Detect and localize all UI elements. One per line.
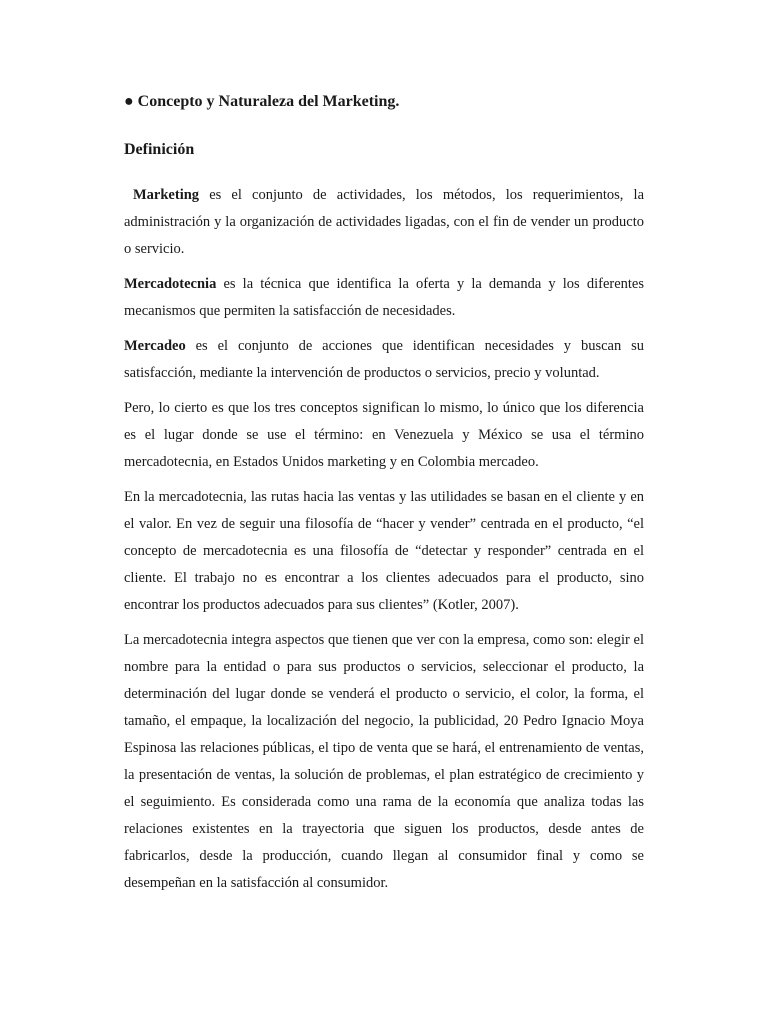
term-mercadeo: Mercadeo [124,338,186,354]
term-mercadotecnia: Mercadotecnia [124,276,217,292]
paragraph-marketing [124,182,644,263]
paragraph-comparison: Pero, lo cierto es que los tres conceptos significan lo mismo, lo único que los diferencia es el lugar donde se use el término: en Venezuela y México se usa el término mercadotecnia, en Estados Unidos marketing y en Colombia mercadeo. [124,400,644,470]
paragraph-aspects: La mercadotecnia integra aspectos que tienen que ver con la empresa, como son: elegir el nombre para la entidad o para sus productos o servicios, seleccionar el producto, la determinación del lugar donde se venderá el producto o servicio, el color, la forma, el tamaño, el empaque, la localización del negocio, la publicidad, 20 Pedro Ignacio Moya Espinosa las relaciones públicas, el tipo de venta que se hará, el entrenamiento de ventas, la presentación de ventas, la solución de problemas, el plan estratégico de crecimiento y el seguimiento. Es considerada como una rama de la economía que analiza todas las relaciones existentes en la trayectoria que siguen los productos, desde antes de fabricarlos, desde la producción, cuando llegan al consumidor final y como se desempeñan en la satisfacción al consumidor. [124,632,644,891]
section-subtitle: Definición [124,141,195,158]
definition-mercadotecnia: es la técnica que identifica la oferta y la demanda y los diferentes mecanismos que permiten la satisfacción de necesidades. [124,276,644,319]
document-title: ● Concepto y Naturaleza del Marketing. [124,93,400,110]
definition-mercadeo: es el conjunto de acciones que identifican necesidades y buscan su satisfacción, mediante la intervención de productos o servicios, precio y voluntad. [124,338,644,381]
term-marketing: Marketing [133,187,200,203]
paragraph-mercadeo [124,333,644,387]
definition-marketing: es el conjunto de actividades, los métodos, los requerimientos, la administración y la organización de actividades ligadas, con el fin de vender un producto o servicio. [124,187,644,257]
paragraph-mercadotecnia [124,271,644,325]
document-page [124,88,644,905]
paragraph-kotler-quote: En la mercadotecnia, las rutas hacia las ventas y las utilidades se basan en el cliente y en el valor. En vez de seguir una filosofía de “hacer y vender” centrada en el producto, “el concepto de mercadotecnia es una filosofía de “detectar y responder” centrada en el cliente. El trabajo no es encontrar a los clientes adecuados para el producto, sino encontrar los productos adecuados para sus clientes” (Kotler, 2007). [124,489,644,613]
